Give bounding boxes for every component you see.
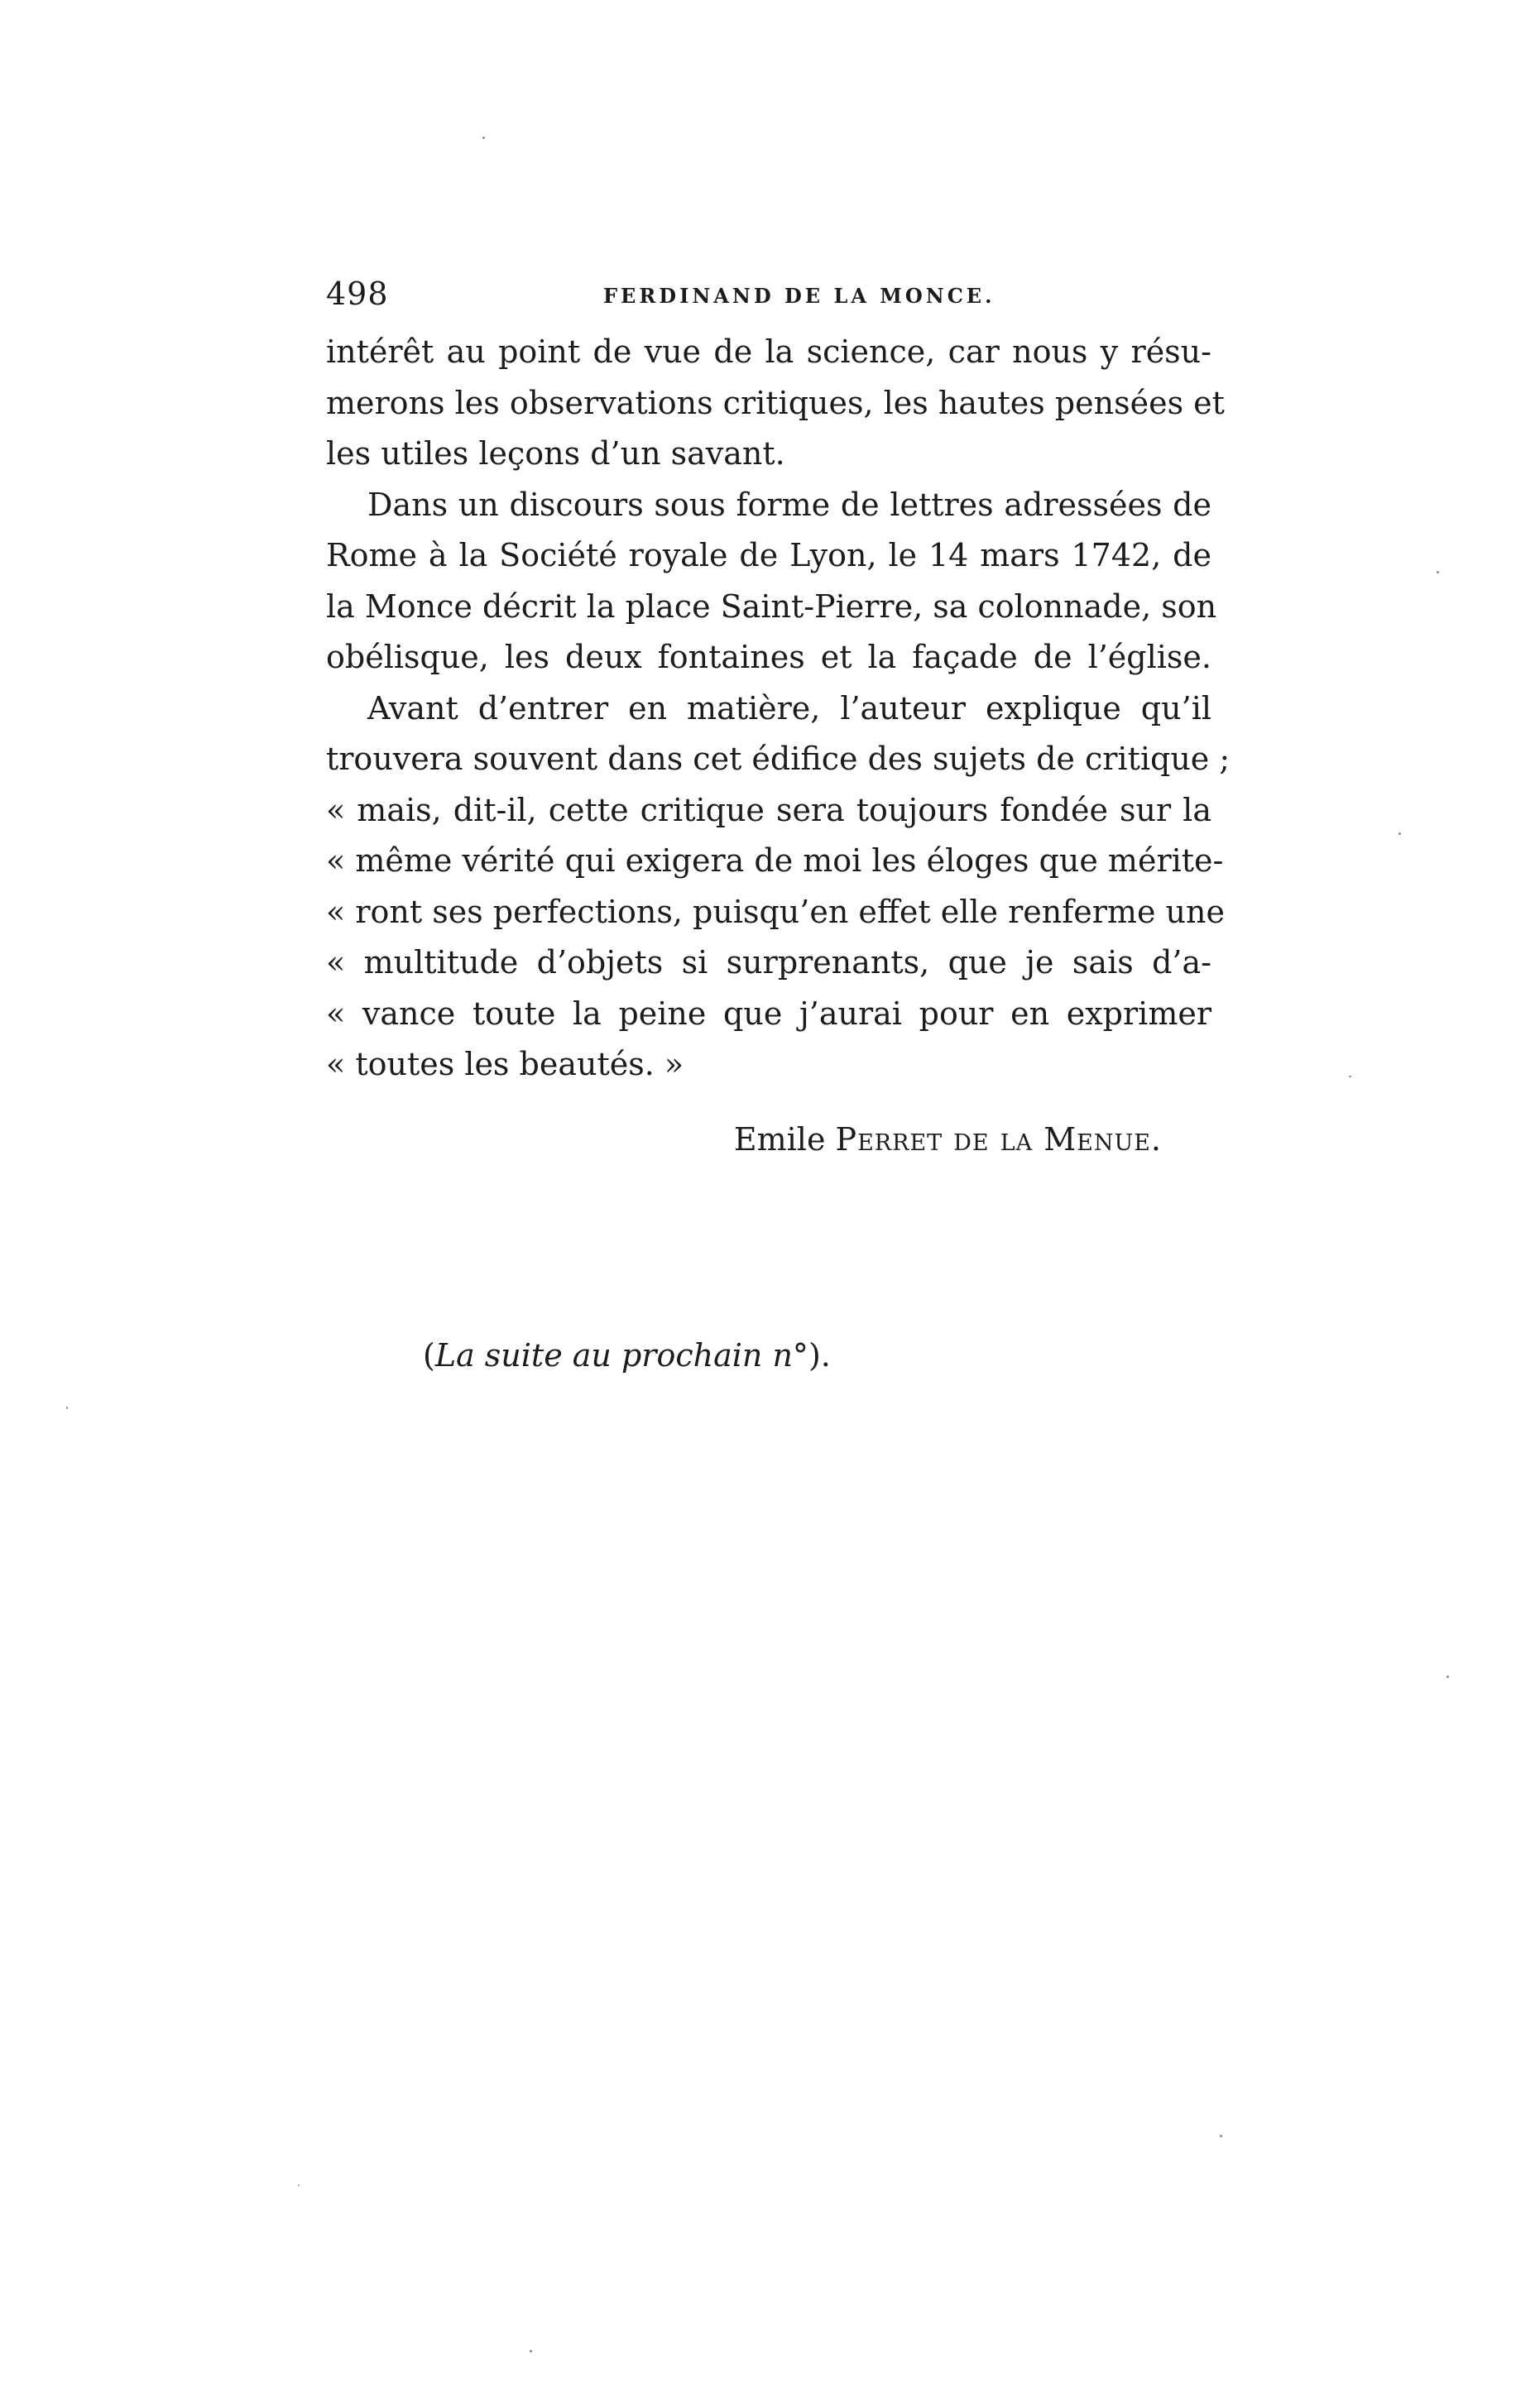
text-line: obélisque, les deux fontaines et la façade de l’église. xyxy=(326,639,1211,675)
scan-speck xyxy=(1220,2135,1222,2137)
scan-speck xyxy=(1446,1676,1449,1678)
page-header xyxy=(326,273,1211,314)
author-surname: Perret de la Menue. xyxy=(835,1121,1162,1158)
continuation-note xyxy=(423,1331,831,1380)
scan-speck xyxy=(66,1407,68,1409)
text-line: « toutes les beautés. » xyxy=(326,1046,684,1082)
running-head: FERDINAND DE LA MONCE. xyxy=(603,284,995,308)
text-line: trouvera souvent dans cet édifice des sujets de critique ; xyxy=(326,741,1231,777)
text-line: intérêt au point de vue de la science, car nous y résu- xyxy=(326,333,1211,370)
text-line: « même vérité qui exigera de moi les éloges que mérite- xyxy=(326,842,1224,879)
page-number: 498 xyxy=(326,276,389,312)
scan-speck xyxy=(1437,571,1439,573)
text-line: Avant d’entrer en matière, l’auteur explique qu’il xyxy=(367,689,1211,726)
text-line: « ront ses perfections, puisqu’en effet elle renferme une xyxy=(326,893,1225,930)
scan-speck xyxy=(530,2350,532,2352)
scan-speck xyxy=(482,137,485,139)
author-first-name: Emile xyxy=(733,1121,826,1158)
body-text xyxy=(326,327,1231,1091)
text-line: Rome à la Société royale de Lyon, le 14 mars 1742, de xyxy=(326,537,1211,573)
text-line: « vance toute la peine que j’aurai pour en exprimer xyxy=(326,995,1211,1032)
continuation-close: ). xyxy=(808,1337,831,1374)
scan-speck xyxy=(1398,832,1401,835)
text-line: « multitude d’objets si surprenants, que je sais d’a- xyxy=(326,944,1211,981)
continuation-open: ( xyxy=(423,1337,435,1374)
text-line: les utiles leçons d’un savant. xyxy=(326,435,785,472)
text-line: Dans un discours sous forme de lettres adressées de xyxy=(367,486,1211,523)
continuation-text: La suite au prochain n° xyxy=(434,1337,808,1374)
text-line: « mais, dit-il, cette critique sera toujours fondée sur la xyxy=(326,791,1211,828)
scan-speck xyxy=(1349,1076,1351,1077)
author-signature xyxy=(326,1115,1162,1164)
text-line: merons les observations critiques, les hautes pensées et xyxy=(326,384,1225,421)
text-line: la Monce décrit la place Saint-Pierre, sa colonnade, son xyxy=(326,587,1217,625)
scan-speck xyxy=(298,2184,300,2186)
